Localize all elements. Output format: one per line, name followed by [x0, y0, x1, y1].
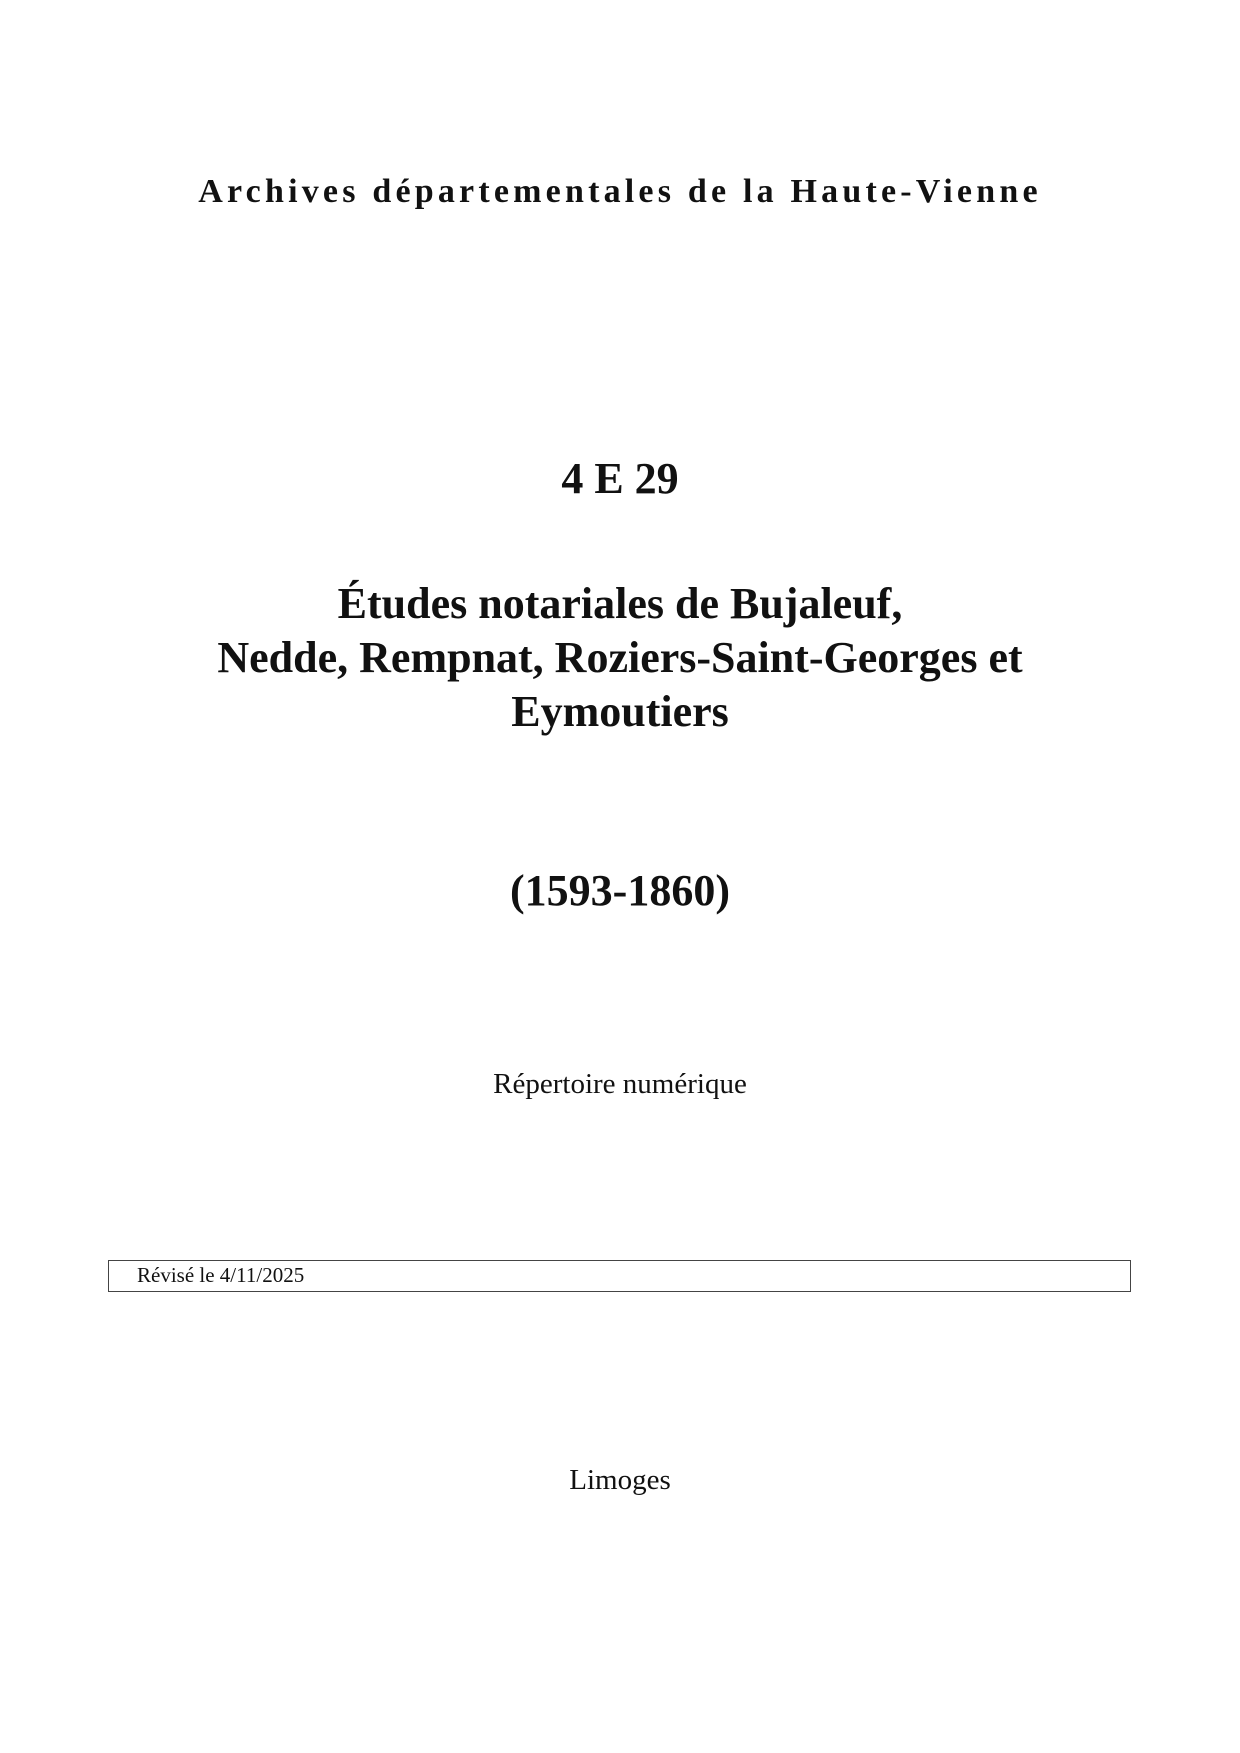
institution-name: Archives départementales de la Haute-Vienne: [198, 173, 1042, 210]
document-type: Répertoire numérique: [493, 1068, 747, 1100]
title-line: Nedde, Rempnat, Roziers-Saint-Georges et: [217, 633, 1023, 682]
revision-box: [108, 1260, 1131, 1292]
document-title: [0, 577, 1240, 739]
date-range: (1593-1860): [510, 866, 730, 915]
revision-date: Révisé le 4/11/2025: [137, 1263, 305, 1287]
title-line: Études notariales de Bujaleuf,: [337, 579, 903, 628]
archive-reference: 4 E 29: [561, 454, 679, 503]
title-line: Eymoutiers: [511, 687, 729, 736]
publication-city: Limoges: [569, 1464, 671, 1496]
